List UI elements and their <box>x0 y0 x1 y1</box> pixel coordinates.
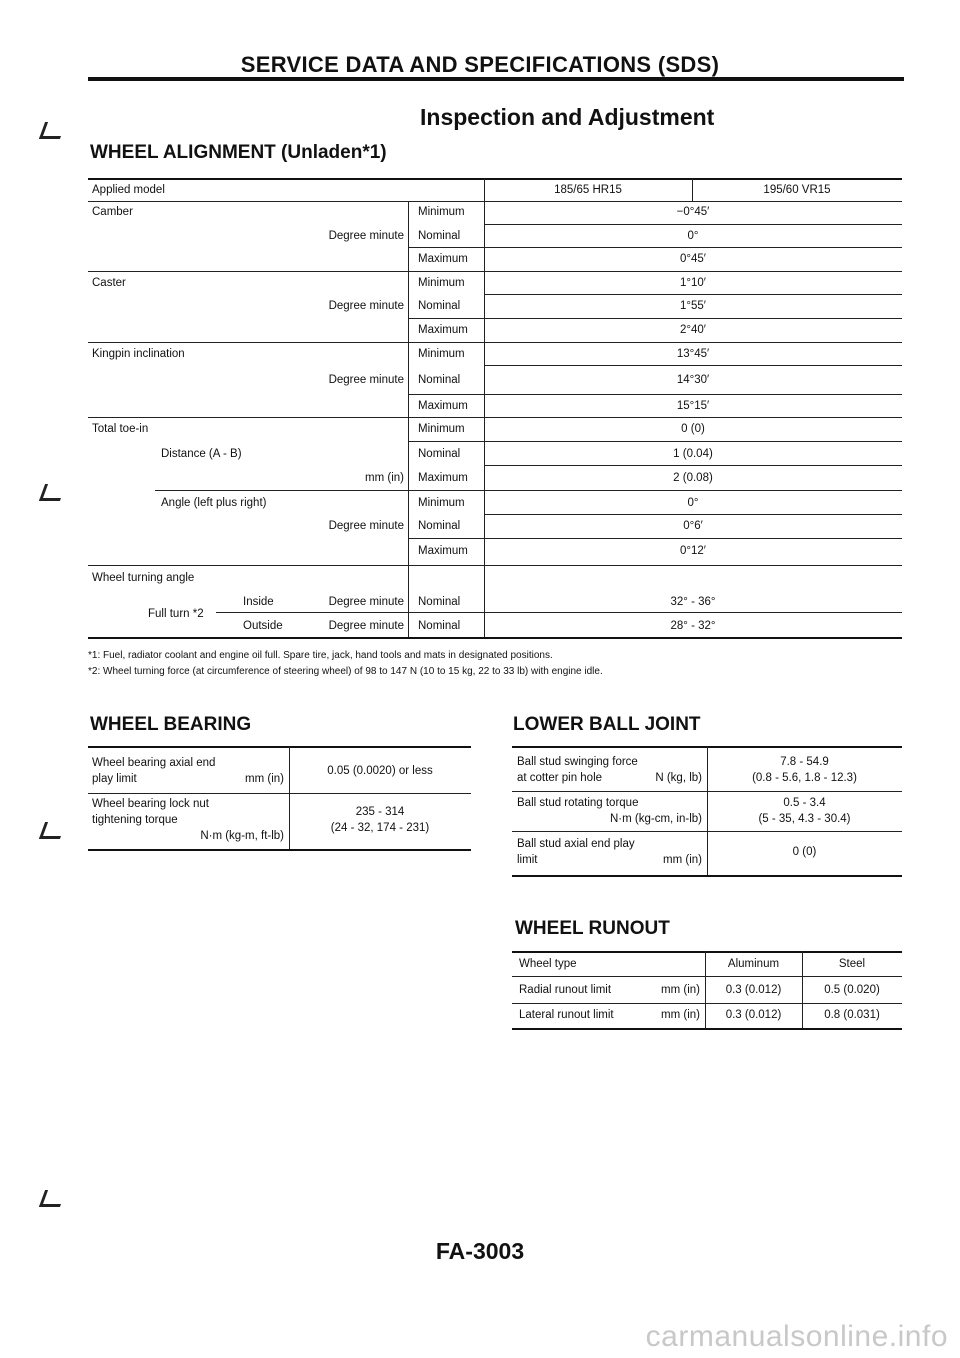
toe-in-angle-label: Angle (left plus right) <box>161 497 267 509</box>
toe-in-distance-unit: mm (in) <box>365 472 404 484</box>
caster-max-label: Maximum <box>418 324 468 336</box>
toe-ang-max-value: 0°12′ <box>680 545 706 557</box>
corner-mark <box>39 822 66 839</box>
ball-stud-rotate-value: 0.5 - 3.4 <box>783 797 826 809</box>
camber-min-label: Minimum <box>418 206 465 218</box>
lateral-runout-aluminum: 0.3 (0.012) <box>725 1009 782 1021</box>
ball-stud-swing-value: 7.8 - 54.9 <box>780 756 829 768</box>
runout-wheel-type-header: Wheel type <box>519 958 577 970</box>
lateral-runout-unit: mm (in) <box>661 1009 700 1021</box>
toe-in-distance-label: Distance (A - B) <box>161 448 242 460</box>
toe-dist-min-value: 0 (0) <box>681 423 705 435</box>
caster-nom-label: Nominal <box>418 300 461 312</box>
lateral-runout-steel: 0.8 (0.031) <box>824 1009 880 1021</box>
caster-max-value: 2°40′ <box>680 324 706 336</box>
corner-mark <box>39 1190 66 1207</box>
corner-mark <box>39 122 66 139</box>
header-rule <box>88 77 904 81</box>
kingpin-max-label: Maximum <box>418 400 468 412</box>
ball-stud-rotate-label: Ball stud rotating torque <box>517 797 639 809</box>
model-185-65-hr15: 185/65 HR15 <box>554 184 622 196</box>
kingpin-nom-value: 14°30′ <box>676 374 710 386</box>
radial-runout-steel: 0.5 (0.020) <box>824 984 880 996</box>
camber-min-value: −0°45′ <box>676 206 710 218</box>
toe-ang-max-label: Maximum <box>418 545 468 557</box>
kingpin-nom-label: Nominal <box>418 374 461 386</box>
page-number: FA-3003 <box>435 1238 525 1264</box>
radial-runout-unit: mm (in) <box>661 984 700 996</box>
toe-ang-min-label: Minimum <box>418 497 465 509</box>
locknut-torque-label: Wheel bearing lock nut <box>92 798 209 810</box>
outside-unit: Degree minute <box>328 620 404 632</box>
ball-stud-endplay-label: Ball stud axial end play <box>517 838 635 850</box>
toe-in-label: Total toe-in <box>92 423 149 435</box>
ball-stud-endplay-value: 0 (0) <box>792 846 817 858</box>
page-header-title: SERVICE DATA AND SPECIFICATIONS (SDS) <box>240 52 720 77</box>
wheel-alignment-title: WHEEL ALIGNMENT (Unladen*1) <box>90 142 387 163</box>
toe-ang-nom-label: Nominal <box>418 520 461 532</box>
inside-nominal-label: Nominal <box>418 596 461 608</box>
locknut-torque-value-2: (24 - 32, 174 - 231) <box>330 822 430 834</box>
corner-mark <box>39 484 66 501</box>
runout-steel-header: Steel <box>838 958 866 970</box>
ball-stud-swing-unit: N (kg, lb) <box>655 772 702 784</box>
caster-unit: Degree minute <box>328 300 404 312</box>
locknut-torque-unit: N·m (kg-m, ft-lb) <box>200 830 284 842</box>
ball-stud-endplay-label-2: limit <box>517 854 538 866</box>
ball-stud-endplay-unit: mm (in) <box>663 854 702 866</box>
bearing-endplay-unit: mm (in) <box>245 773 284 785</box>
caster-min-value: 1°10′ <box>680 277 706 289</box>
camber-label: Camber <box>92 206 133 218</box>
caster-label: Caster <box>92 277 126 289</box>
lower-ball-joint-title: LOWER BALL JOINT <box>513 714 701 735</box>
toe-dist-nom-label: Nominal <box>418 448 461 460</box>
footnote-2: *2: Wheel turning force (at circumference of steering wheel) of 98 to 147 N (10 to 15 kg, 22 to 33 lb) with engine idle. <box>88 666 603 677</box>
kingpin-unit: Degree minute <box>328 374 404 386</box>
toe-dist-nom-value: 1 (0.04) <box>673 448 713 460</box>
ball-stud-rotate-unit: N·m (kg-cm, in-lb) <box>610 813 702 825</box>
inside-label: Inside <box>243 596 274 608</box>
outside-value: 28° - 32° <box>670 620 716 632</box>
footnote-1: *1: Fuel, radiator coolant and engine oil full. Spare tire, jack, hand tools and mats in designated positions. <box>88 650 553 661</box>
locknut-torque-value: 235 - 314 <box>355 806 405 818</box>
inside-unit: Degree minute <box>328 596 404 608</box>
toe-dist-max-label: Maximum <box>418 472 468 484</box>
page-subtitle: Inspection and Adjustment <box>420 104 715 130</box>
bearing-endplay-value: 0.05 (0.0020) or less <box>327 765 433 777</box>
camber-unit: Degree minute <box>328 230 404 242</box>
runout-aluminum-header: Aluminum <box>727 958 780 970</box>
toe-in-angle-unit: Degree minute <box>328 520 404 532</box>
kingpin-label: Kingpin inclination <box>92 348 185 360</box>
lateral-runout-label: Lateral runout limit <box>519 1009 614 1021</box>
toe-dist-max-value: 2 (0.08) <box>673 472 713 484</box>
outside-label: Outside <box>243 620 283 632</box>
ball-stud-swing-label-2: at cotter pin hole <box>517 772 603 784</box>
ball-stud-swing-label: Ball stud swinging force <box>517 756 638 768</box>
caster-min-label: Minimum <box>418 277 465 289</box>
camber-max-label: Maximum <box>418 253 468 265</box>
full-turn-label: Full turn *2 <box>148 608 204 620</box>
locknut-torque-label-2: tightening torque <box>92 814 178 826</box>
toe-ang-min-value: 0° <box>687 497 699 509</box>
turning-angle-label: Wheel turning angle <box>92 572 195 584</box>
applied-model-label: Applied model <box>92 184 165 196</box>
ball-stud-rotate-value-2: (5 - 35, 4.3 - 30.4) <box>758 813 851 825</box>
caster-nom-value: 1°55′ <box>680 300 706 312</box>
outside-nominal-label: Nominal <box>418 620 461 632</box>
kingpin-min-label: Minimum <box>418 348 465 360</box>
bearing-endplay-label: Wheel bearing axial end <box>92 757 216 769</box>
site-watermark: carmanualsonline.info <box>645 1320 948 1353</box>
model-195-60-vr15: 195/60 VR15 <box>763 184 831 196</box>
kingpin-min-value: 13°45′ <box>676 348 710 360</box>
camber-nom-label: Nominal <box>418 230 461 242</box>
radial-runout-label: Radial runout limit <box>519 984 612 996</box>
camber-nom-value: 0° <box>687 230 699 242</box>
wheel-runout-title: WHEEL RUNOUT <box>515 918 670 939</box>
toe-dist-min-label: Minimum <box>418 423 465 435</box>
camber-max-value: 0°45′ <box>680 253 706 265</box>
bearing-endplay-label-2: play limit <box>92 773 137 785</box>
ball-stud-swing-value-2: (0.8 - 5.6, 1.8 - 12.3) <box>752 772 857 784</box>
inside-value: 32° - 36° <box>670 596 716 608</box>
wheel-bearing-title: WHEEL BEARING <box>90 714 252 735</box>
toe-ang-nom-value: 0°6′ <box>683 520 703 532</box>
radial-runout-aluminum: 0.3 (0.012) <box>725 984 782 996</box>
kingpin-max-value: 15°15′ <box>676 400 710 412</box>
